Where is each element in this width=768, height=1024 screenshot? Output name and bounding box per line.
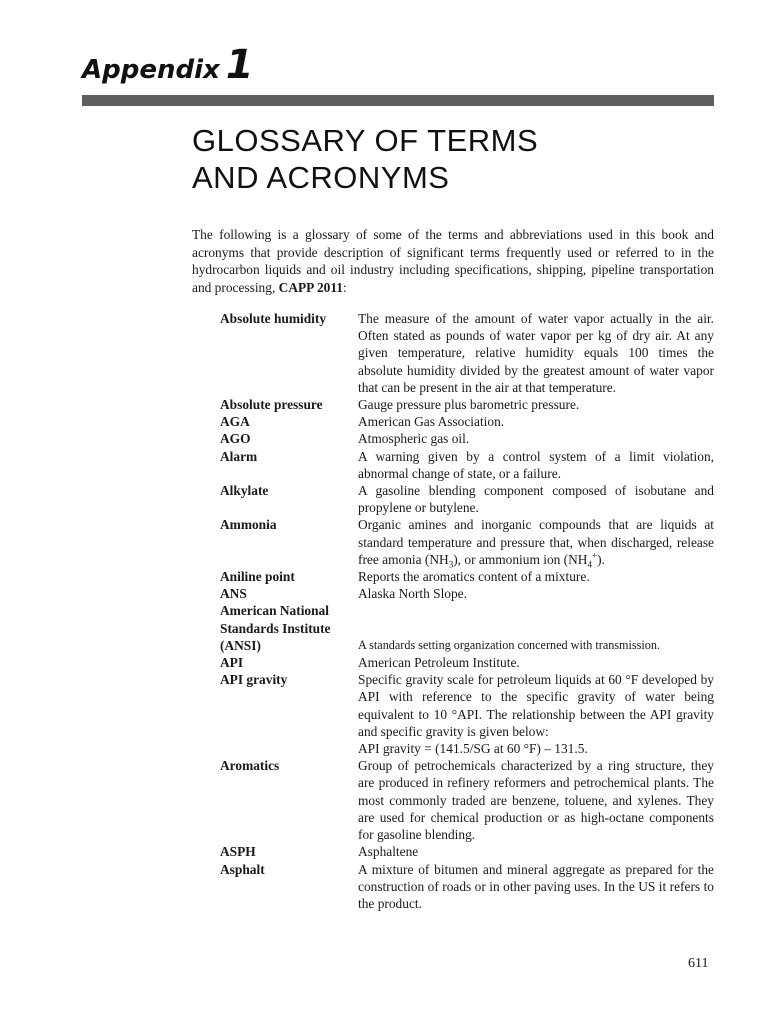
glossary-definition [358, 516, 714, 568]
glossary-definition: Atmospheric gas oil. [358, 431, 470, 447]
glossary-entry [220, 448, 714, 482]
glossary-entry [220, 602, 714, 654]
glossary-entry [220, 310, 714, 396]
page-number: 611 [688, 956, 709, 971]
glossary-term: ASPH [220, 844, 256, 860]
glossary-list [220, 310, 714, 912]
term-line: American National [220, 603, 329, 619]
glossary-term: Ammonia [220, 517, 277, 533]
glossary-term: Aromatics [220, 758, 280, 774]
glossary-entry [220, 671, 714, 757]
definition-text: ), or ammonium ion (NH [453, 551, 588, 567]
glossary-term: Alkylate [220, 483, 269, 499]
superscript: + [591, 550, 598, 561]
glossary-entry [220, 413, 714, 430]
title-line-2: AND ACRONYMS [192, 160, 450, 195]
subscript: 3 [448, 559, 454, 570]
glossary-definition: American Gas Association. [358, 414, 505, 430]
intro-text: The following is a glossary of some of the terms and abbreviations used in this book and acronyms that provide description of significant terms frequently used or referred to in the hydrocarbon liquids and oil industry including specifications, shipping, pipeline transportation and processing, [192, 227, 714, 295]
glossary-entry [220, 568, 714, 585]
definition-text: A standards setting organization concerned with transmission. [358, 637, 661, 652]
glossary-term: AGA [220, 414, 250, 430]
appendix-heading [82, 42, 254, 88]
glossary-definition: A gasoline blending component composed of isobutane and propylene or butylene. [358, 483, 714, 516]
glossary-definition: Alaska North Slope. [358, 586, 467, 602]
heading-rule [82, 95, 714, 106]
page-title [192, 122, 712, 196]
glossary-definition [358, 602, 714, 654]
intro-citation: CAPP 2011 [278, 279, 344, 295]
glossary-term: Alarm [220, 448, 258, 464]
definition-text: Organic amines and inorganic compounds that are liquids at standard temperature and pressure that, when discharged, release free amonia (NH [358, 517, 714, 567]
term-line: Standards Institute [220, 620, 331, 636]
glossary-definition: A mixture of bitumen and mineral aggregate as prepared for the construction of roads or in other paving uses. In the US it refers to the product. [358, 861, 714, 911]
glossary-entry [220, 482, 714, 516]
glossary-entry [220, 396, 714, 413]
appendix-word: Appendix [82, 55, 220, 85]
definition-text: ). [597, 551, 605, 567]
glossary-definition: A warning given by a control system of a limit violation, abnormal change of state, or a failure. [358, 448, 714, 481]
intro-paragraph [192, 226, 714, 296]
glossary-term: Aniline point [220, 569, 295, 585]
glossary-definition [358, 671, 714, 757]
glossary-definition: Gauge pressure plus barometric pressure. [358, 397, 580, 413]
glossary-definition: Reports the aromatics content of a mixture. [358, 569, 590, 585]
glossary-term: API gravity [220, 672, 288, 688]
glossary-term: API [220, 655, 244, 671]
glossary-definition: American Petroleum Institute. [358, 655, 520, 671]
glossary-definition: Group of petrochemicals characterized by a ring structure, they are produced in refinery reformers and petrochemical plants. The most commonly traded are benzene, toluene, and xylenes. They are used for chemical production or as high-octane components for gasoline blending. [358, 758, 714, 843]
glossary-entry [220, 654, 714, 671]
definition-text: Specific gravity scale for petroleum liquids at 60 °F developed by API with reference to the specific gravity of water being equivalent to 10 °API. The relationship between the API gravity and specific gravity is given below: [358, 672, 714, 739]
glossary-term: AGO [220, 431, 251, 447]
subscript: 4 [587, 559, 592, 570]
glossary-entry [220, 585, 714, 602]
formula: API gravity = (141.5/SG at 60 °F) – 131.5. [358, 741, 588, 757]
glossary-entry [220, 516, 714, 568]
glossary-entry [220, 861, 714, 913]
glossary-term [220, 602, 358, 654]
glossary-definition: Asphaltene [358, 844, 419, 860]
glossary-definition: The measure of the amount of water vapor actually in the air. Often stated as pounds of water vapor per kg of dry air. At any given temperature, relative humidity equals 100 times the absolute humidity divided by the greatest amount of water vapor that can be present in the air at that temperature. [358, 311, 714, 395]
glossary-entry [220, 430, 714, 447]
intro-colon: : [343, 279, 347, 295]
glossary-term: Absolute pressure [220, 397, 323, 413]
glossary-term: ANS [220, 586, 247, 602]
glossary-entry [220, 757, 714, 843]
glossary-term: Absolute humidity [220, 311, 327, 326]
glossary-term: Asphalt [220, 861, 265, 877]
appendix-number: 1 [225, 42, 254, 88]
glossary-entry [220, 843, 714, 860]
term-line: (ANSI) [220, 637, 261, 653]
title-line-1: GLOSSARY OF TERMS [192, 123, 539, 158]
